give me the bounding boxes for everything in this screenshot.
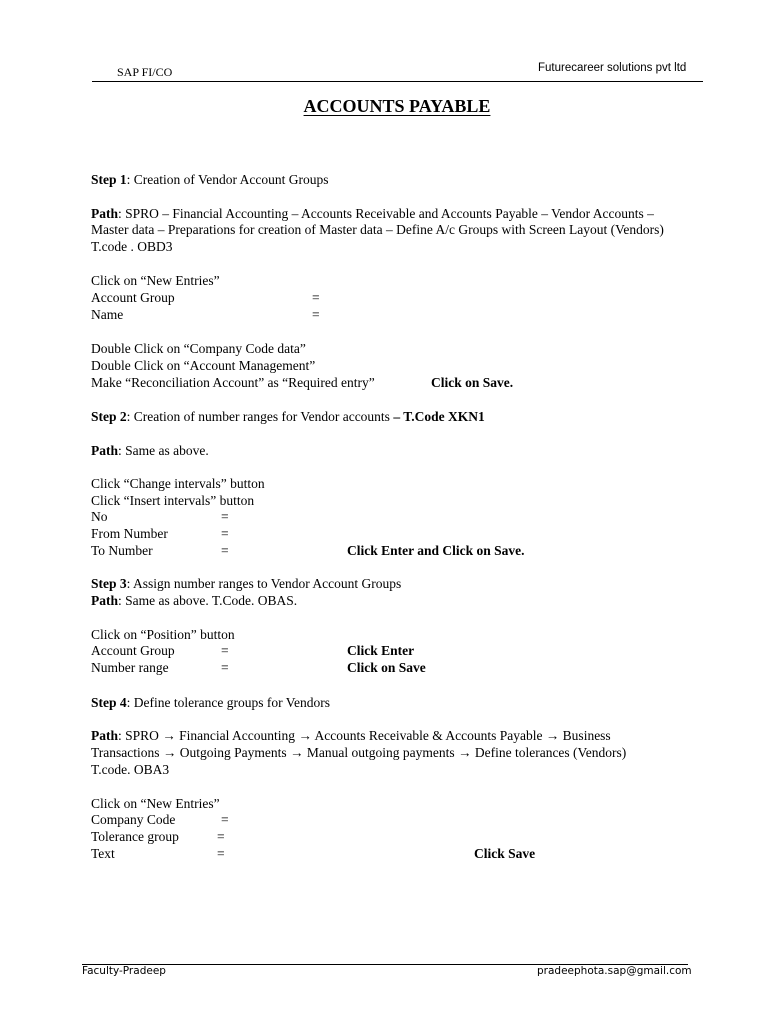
step1-click-new: Click on “New Entries” <box>91 273 220 288</box>
step3-heading: Step 3: Assign number ranges to Vendor Account Groups <box>91 576 402 591</box>
header-company: Futurecareer solutions pvt ltd <box>538 62 687 74</box>
field-row: Text = Click Save <box>91 846 536 861</box>
document-title: ACCOUNTS PAYABLE <box>303 96 491 116</box>
step2-heading: Step 2: Creation of number ranges for Vendor accounts – T.Code XKN1 <box>91 409 485 424</box>
footer-email: pradeephota.sap@gmail.com <box>537 965 692 977</box>
field-row: Name = <box>91 307 320 322</box>
footer-faculty: Faculty-Pradeep <box>82 965 166 977</box>
step1-heading: Step 1: Creation of Vendor Account Groups <box>91 172 329 187</box>
field-row: To Number = Click Enter and Click on Save. <box>91 543 525 558</box>
step2-click-insert: Click “Insert intervals” button <box>91 493 255 508</box>
step2-path: Path: Same as above. <box>91 443 209 458</box>
field-row: Number range = Click on Save <box>91 660 426 675</box>
field-row: No = <box>91 509 229 524</box>
step4-heading: Step 4: Define tolerance groups for Vendors <box>91 695 330 710</box>
field-row: Account Group = <box>91 290 320 305</box>
header-course: SAP FI/CO <box>117 65 173 79</box>
step1-path-cont: Master data – Preparations for creation of Master data – Define A/c Groups with Screen Layout (Vendors) <box>91 222 664 237</box>
header-rule <box>92 81 703 82</box>
step3-click-position: Click on “Position” button <box>91 627 235 642</box>
step1-double-click-2: Double Click on “Account Management” <box>91 358 316 373</box>
step3-path: Path: Same as above. T.Code. OBAS. <box>91 593 298 608</box>
step1-path: Path: SPRO – Financial Accounting – Accounts Receivable and Accounts Payable – Vendor Accounts – <box>91 206 654 221</box>
step1-double-click-1: Double Click on “Company Code data” <box>91 341 306 356</box>
step1-make: Make “Reconciliation Account” as “Required entry” Click on Save. <box>91 375 514 390</box>
step4-click-new: Click on “New Entries” <box>91 796 220 811</box>
field-row: Company Code = <box>91 812 229 827</box>
step4-path: Path: SPRO → Financial Accounting → Accounts Receivable & Accounts Payable → Business <box>91 728 611 743</box>
field-row: From Number = <box>91 526 229 541</box>
field-row: Account Group = Click Enter <box>91 643 415 658</box>
field-row: Tolerance group = <box>91 829 225 844</box>
step4-path-cont: Transactions → Outgoing Payments → Manual outgoing payments → Define tolerances (Vendors) <box>91 745 627 760</box>
step4-tcode: T.code. OBA3 <box>91 762 170 777</box>
step1-tcode: T.code . OBD3 <box>91 239 173 254</box>
step2-click-change: Click “Change intervals” button <box>91 476 265 491</box>
